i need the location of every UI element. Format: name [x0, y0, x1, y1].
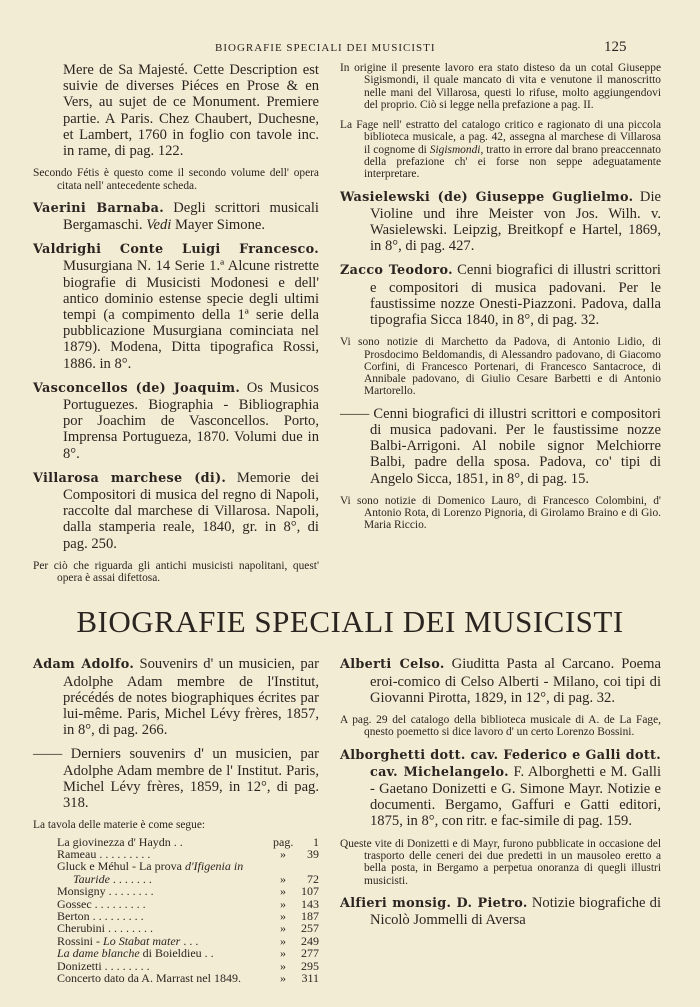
toc-page: 277: [301, 946, 319, 961]
bibliography-entry: [340, 406, 661, 487]
toc-mark: »: [280, 933, 286, 948]
text-segment: Secondo Fétis è questo come il secondo volume dell' opera citata nell' antecedente scheda.: [33, 167, 319, 192]
text-segment: Donizetti . . . . . . . .: [57, 958, 150, 973]
footnote: [340, 838, 661, 887]
toc-mark: »: [280, 871, 286, 886]
toc-page: 143: [301, 896, 319, 911]
entry-heading: Alberti Celso.: [340, 657, 445, 673]
toc-page: 249: [301, 933, 319, 948]
text-segment: Musurgiana N. 14 Serie 1.ª Alcune ristrette biografie di Musicisti Modonesi e dell' antico dominio estense specie degli ultimi tempi (a compimento della 1ª serie della pubblicazione Musurgiana cominciata nel 1879). Modena, Ditta tipografica Rossi, 1886. in 8°.: [63, 258, 319, 372]
text-segment: Memorie dei Compositori di musica del regno di Napoli, raccolte dal marchese di Villarosa. Napoli, dalla stamperia reale, 1840, gr. in 8°, di pag. 250.: [63, 469, 319, 552]
toc-title: [57, 972, 273, 984]
text-segment: La tavola delle materie è come segue:: [33, 819, 206, 832]
entry-heading: Vaerini Barnaba.: [33, 200, 164, 216]
text-segment: Souvenirs d' un musicien, par Adolphe Adam membre de l'Institut, précédés de notes biographiques écrites par lui-même. Paris, Michel Lévy frères, 1857, in 8°, di pag. 266.: [63, 656, 320, 739]
entry-heading: Alborghetti dott. cav. Federico e Galli dott. cav. Michelangelo.: [340, 747, 661, 780]
toc-mark: pag.: [273, 834, 294, 849]
right-column-top: [340, 62, 661, 592]
toc-mark: »: [280, 921, 286, 936]
footnote: [340, 119, 661, 180]
toc-page: 72: [307, 871, 319, 886]
text-segment: La giovinezza d' Haydn . .: [57, 834, 183, 849]
toc-page: 39: [307, 847, 319, 861]
toc-page: 311: [301, 971, 319, 986]
text-segment: Rossini -: [57, 933, 104, 948]
toc-mark: »: [280, 896, 286, 911]
left-column-top: [33, 62, 319, 592]
bibliography-entry: [33, 746, 319, 811]
text-segment: Queste vite di Donizetti e di Mayr, furono pubblicate in occasione del trasporto delle ceneri dei due predetti in un mausoleo eretto a bella posta, in Bergamo a perpetua onoranza di quegli illustri musicisti.: [340, 837, 661, 887]
italic-text: La dame blanche: [57, 946, 140, 961]
footnote: [33, 560, 319, 585]
page-number: 125: [604, 39, 627, 55]
text-segment: —— Derniers souvenirs d' un musicien, par Adolphe Adam membre de l' Institut. Paris, Michel Lévy frères, 1859, in 12°, di pag. 318.: [33, 746, 319, 812]
bottom-band: [0, 656, 661, 984]
toc-mark: »: [280, 958, 286, 973]
top-band: [0, 62, 661, 592]
italic-text: Tauride: [73, 871, 110, 886]
entry-heading: Villarosa marchese (di).: [33, 470, 227, 486]
bibliography-entry: [33, 62, 319, 159]
entry-heading: Wasielewski (de) Giuseppe Guglielmo.: [340, 189, 634, 205]
toc-mark: »: [280, 909, 286, 924]
text-segment: F. Alborghetti e M. Galli - Gaetano Donizetti e G. Simone Mayr. Notizie e documenti. Bergamo, Gaffuri e Gatti editori, 1875, in 8°, con ritr. e fac-simile di pag. 159.: [370, 763, 661, 830]
bibliography-entry: [33, 470, 319, 552]
bibliography-entry: [340, 189, 661, 255]
text-segment: Concerto dato da A. Marrast nel 1849.: [57, 971, 241, 986]
toc-mark: [273, 860, 293, 872]
section-title: BIOGRAFIE SPECIALI DEI MUSICISTI: [76, 604, 624, 640]
toc-mark: »: [280, 847, 286, 861]
text-segment: Monsigny . . . . . . . .: [57, 884, 154, 899]
toc-row: [57, 972, 319, 984]
text-segment: —— Cenni biografici di illustri scrittori e compositori di musica padovani. Per le faustissime nozze Balbi-Arrigoni. Al nobile signor Melchiorre Balbi, padre della sposa. Padova, co' tipi di Angelo Sicca, 1851, in 8°, di pag. 15.: [340, 405, 661, 487]
italic-text: d'Ifigenia in: [184, 859, 244, 874]
text-segment: Giuditta Pasta al Carcano. Poema eroi-comico di Celso Alberti - Milano, coi tipi di Giovanni Pirotta, 1829, in 12°, di pag. 32.: [370, 656, 661, 706]
text-segment: Rameau . . . . . . . . .: [57, 847, 151, 861]
footnote: [340, 495, 661, 532]
text-segment: . . .: [180, 933, 199, 948]
table-of-contents: [33, 836, 319, 985]
bibliography-entry: [340, 747, 661, 830]
text-segment: . . . . . . .: [109, 871, 152, 886]
toc-page: 107: [301, 884, 319, 899]
text-segment: Notizie biografiche di Nicolò Jommelli di Aversa: [370, 894, 662, 929]
entry-heading: Zacco Teodoro.: [340, 263, 453, 279]
text-segment: Cherubini . . . . . . . .: [57, 921, 153, 936]
text-segment: Gluck e Méhul - La prova: [57, 859, 185, 874]
entry-heading: Adam Adolfo.: [33, 657, 135, 673]
footnote: [340, 714, 661, 739]
italic-text: Lo Stabat mater: [103, 933, 181, 948]
running-title: BIOGRAFIE SPECIALI DEI MUSICISTI: [215, 42, 436, 54]
text-segment: , tratto in errore dal brano preaccennato della prefazione ch' ei forse non seppe adeguatamente interpretare.: [364, 143, 661, 181]
toc-mark: »: [280, 946, 286, 961]
toc-mark: »: [280, 971, 286, 986]
footnote: [340, 62, 661, 111]
text-segment: Gossec . . . . . . . . .: [57, 896, 146, 911]
text-segment: di Boieldieu . .: [139, 946, 214, 961]
text-segment: Vi sono notizie di Marchetto da Padova, di Antonio Lidio, di Prosdocimo Beldomandis, di Alessandro padovano, di Giacomo Corfini, di Francesco Portenari, di Francesco Santacroce, di Annibale padovano, di Giulio Cesare Barbetti e di Antonio Martorello.: [340, 336, 661, 398]
text-segment: La Fage nell' estratto del catalogo critico e ragionato di una piccola biblioteca musicale, a pag. 42, assegna al marchese di Villarosa il cognome di: [340, 119, 661, 156]
text-segment: In origine il presente lavoro era stato disteso da un cotal Giuseppe Sigismondi, il quale mancato di vita e venutone il manoscritto nelle mani del Villarosa, questi lo rifuse, molto aggiungendovi del proprio. Ciò si legge nella prefazione a pag. II.: [340, 62, 661, 111]
bibliography-entry: [33, 200, 319, 233]
toc-mark: »: [280, 884, 286, 899]
text-segment: Degli scrittori musicali Bergamaschi.: [63, 199, 319, 234]
footnote: [33, 819, 319, 831]
left-column-bottom: [33, 656, 319, 984]
bibliography-entry: [340, 895, 661, 928]
toc-page: 187: [301, 909, 319, 924]
right-column-bottom: [340, 656, 661, 984]
text-segment: Per ciò che riguarda gli antichi musicisti napolitani, quest' opera è assai difettosa.: [33, 559, 319, 585]
text-segment: A pag. 29 del catalogo della biblioteca musicale di A. de La Fage, qnesto poemetto si dice lavoro d' un certo Lorenzo Bossini.: [340, 714, 661, 739]
text-segment: Mayer Simone.: [171, 217, 265, 234]
bibliography-entry: [33, 656, 319, 738]
toc-page: 257: [301, 921, 319, 936]
bibliography-entry: [33, 380, 319, 462]
footnote: [340, 336, 661, 397]
italic-text: Sigismondi: [429, 143, 481, 156]
text-segment: Vi sono notizie di Domenico Lauro, di Francesco Colombini, d' Antonio Rota, di Lorenzo Pignoria, di Girolamo Braino e di Gio. Maria Riccio.: [340, 494, 661, 532]
toc-page: [293, 860, 319, 872]
bibliography-entry: [340, 656, 661, 706]
bibliography-entry: [340, 262, 661, 328]
text-segment: Die Violine und ihre Meister von Jos. Wilh. v. Wasielewski. Leipzig, Breitkopf e Hartel, 1869, in 8°, di pag. 427.: [370, 188, 661, 255]
text-segment: Cenni biografici di illustri scrittori e compositori di musica padovani. Per le faustissime nozze Onesti-Piazzoni. Padova, dalla tipografia Sicca 1840, in 8°, di pag. 32.: [370, 262, 661, 329]
text-segment: Berton . . . . . . . . .: [57, 909, 144, 924]
entry-heading: Valdrighi Conte Luigi Francesco.: [33, 242, 319, 258]
running-header: [0, 0, 700, 62]
toc-page: 1: [313, 834, 319, 849]
text-segment: Mere de Sa Majesté. Cette Description est suivie de diverses Piéces en Prose & en Vers, au sujet de ce Monument. Premiere partie. A Paris. Chez Chaubert, Duchesne, et Lambert, 1760 in foglio con tavole inc. in rame, di pag. 122.: [63, 62, 319, 160]
italic-text: Vedi: [146, 217, 172, 234]
bibliography-entry: [33, 241, 319, 372]
footnote: [33, 167, 319, 192]
toc-page: 295: [301, 958, 319, 973]
entry-heading: Alfieri monsig. D. Pietro.: [340, 895, 528, 911]
text-segment: Os Musicos Portuguezes. Biographia - Bibliographia por Joachim de Vasconcellos. Porto, Imprensa Portugueza, 1870. Volumi due in 8°.: [63, 379, 319, 462]
entry-heading: Vasconcellos (de) Joaquim.: [33, 380, 241, 396]
